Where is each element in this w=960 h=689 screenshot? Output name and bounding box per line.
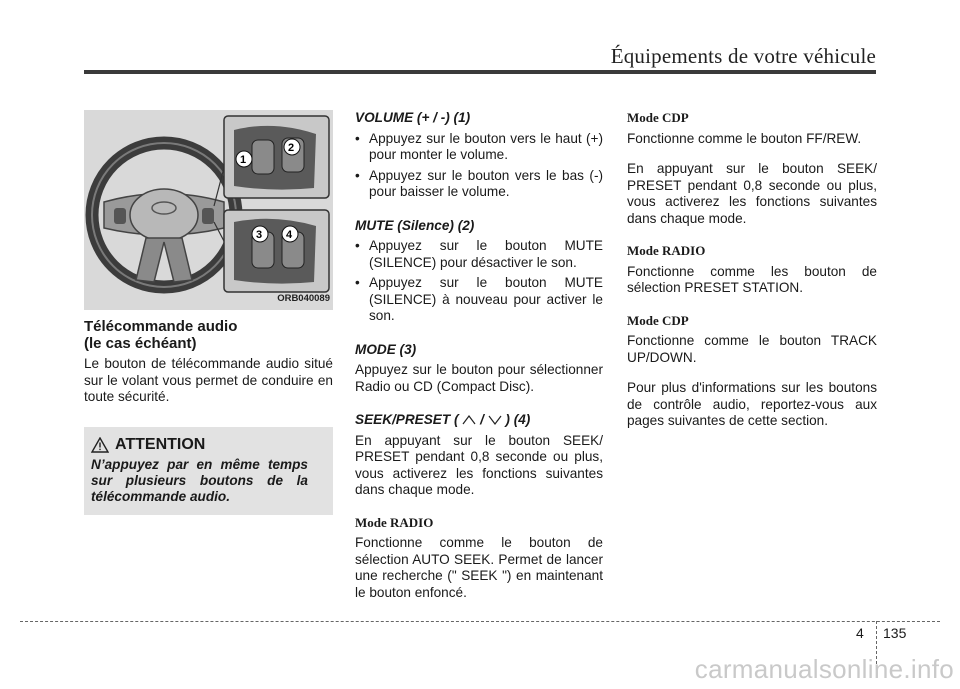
seek-text-right: En appuyant sur le bouton SEEK/ PRESET pendant 0,8 seconde ou plus, vous activerez les fonctions suivantes dans chaque mode.	[627, 161, 877, 226]
radio-mode-text-right: Fonctionne comme les bouton de sélection PRESET STATION.	[627, 263, 877, 295]
warning-header	[91, 437, 308, 454]
footer-rule	[20, 621, 940, 622]
chevron-down-icon	[488, 415, 502, 425]
callout-4: 4	[286, 229, 293, 241]
page-header-title: Équipements de votre véhicule	[610, 44, 876, 68]
steering-wheel-illustration	[84, 110, 333, 310]
header-rule	[84, 70, 876, 74]
mode-text: Appuyez sur le bouton pour sélectionner Radio ou CD (Compact Disc).	[355, 362, 603, 394]
radio-mode-text: Fonctionne comme le bouton de sélection AUTO SEEK. Permet de lancer une recherche (" SEEK ") en maintenant le bouton enfoncé.	[355, 535, 603, 600]
seek-heading-prefix: SEEK/PRESET (	[355, 412, 459, 427]
seek-heading	[355, 412, 603, 429]
warning-text: N’appuyez par en même temps sur plusieurs boutons de la télécommande audio.	[91, 457, 308, 504]
seek-text: En appuyant sur le bouton SEEK/ PRESET pendant 0,8 seconde ou plus, vous activerez les fonctions suivantes dans chaque mode.	[355, 432, 603, 497]
mute-heading: MUTE (Silence) (2)	[355, 217, 475, 233]
mute-item: • Appuyez sur le bouton MUTE (SILENCE) pour désactiver le son.	[355, 238, 603, 271]
page-number: 135	[883, 625, 907, 641]
volume-heading: VOLUME (+ / -) (1)	[355, 110, 471, 125]
chevron-up-icon	[462, 415, 476, 425]
callout-2: 2	[288, 142, 295, 154]
mute-list	[355, 238, 603, 325]
middle-column	[355, 110, 603, 601]
figure-code: ORB040089	[277, 292, 330, 304]
right-column	[627, 110, 877, 430]
volume-item: • Appuyez sur le bouton vers le haut (+) pour monter le volume.	[355, 131, 603, 164]
watermark: carmanualsonline.info	[694, 654, 954, 684]
warning-label: ATTENTION	[115, 435, 206, 453]
mute-item: • Appuyez sur le bouton MUTE (SILENCE) à nouveau pour activer le son.	[355, 275, 603, 325]
cdp-mode-heading: Mode CDP	[627, 110, 689, 125]
cdp-mode-text-2: Fonctionne comme le bouton TRACK UP/DOWN.	[627, 333, 877, 365]
cdp-mode-heading-2: Mode CDP	[627, 312, 689, 328]
section-title: Télécommande audio (le cas échéant)	[84, 318, 238, 352]
warning-triangle-icon	[91, 437, 109, 453]
seek-heading-slash: /	[480, 412, 484, 427]
seek-heading-suffix: ) (4)	[505, 412, 531, 427]
mode-heading: MODE (3)	[355, 341, 417, 357]
section-intro: Le bouton de télécommande audio situé sur le volant vous permet de conduire en toute sécurité.	[84, 356, 333, 404]
more-info-text: Pour plus d'informations sur les boutons de contrôle audio, reportez-vous aux pages suivantes de cette section.	[627, 380, 877, 428]
warning-box	[84, 427, 333, 516]
radio-mode-heading: Mode RADIO	[355, 514, 434, 530]
left-column	[84, 110, 333, 515]
chapter-number: 4	[856, 625, 864, 641]
volume-list	[355, 131, 603, 201]
callout-1: 1	[240, 154, 247, 166]
radio-mode-heading-right: Mode RADIO	[627, 243, 706, 258]
volume-item: • Appuyez sur le bouton vers le bas (-) pour baisser le volume.	[355, 168, 603, 201]
cdp-mode-text: Fonctionne comme le bouton FF/REW.	[627, 130, 862, 146]
callout-3: 3	[256, 229, 263, 241]
steering-wheel-figure	[84, 110, 333, 310]
